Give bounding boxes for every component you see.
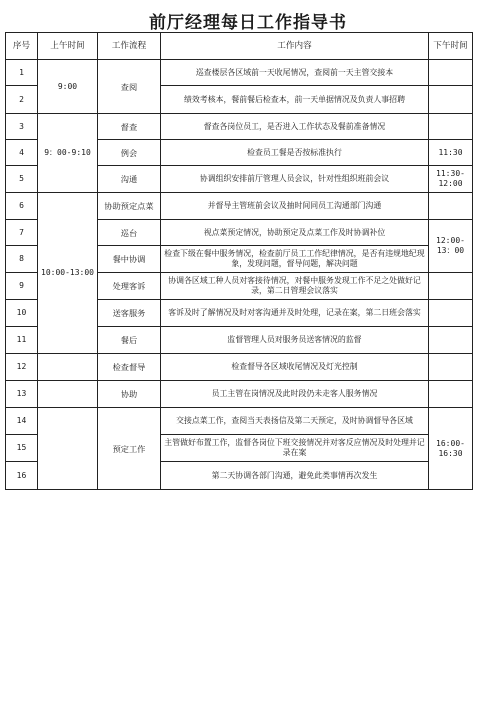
process-cell: 协助预定点菜 bbox=[98, 193, 161, 220]
row-no: 5 bbox=[6, 166, 38, 193]
content-cell: 员工主管在岗情况及此时段仍未走客人服务情况 bbox=[161, 381, 429, 408]
row-no: 15 bbox=[6, 435, 38, 462]
row-no: 8 bbox=[6, 246, 38, 273]
process-cell: 预定工作 bbox=[98, 408, 161, 490]
row-no: 10 bbox=[6, 300, 38, 327]
row-no: 12 bbox=[6, 354, 38, 381]
pm-time-cell: 11:30 bbox=[429, 140, 473, 166]
row-no: 9 bbox=[6, 273, 38, 300]
header-pm-time: 下午时间 bbox=[429, 33, 473, 60]
process-cell: 协助 bbox=[98, 381, 161, 408]
process-cell: 沟通 bbox=[98, 166, 161, 193]
process-cell: 例会 bbox=[98, 140, 161, 166]
content-cell: 监督管理人员对服务员送客情况的监督 bbox=[161, 327, 429, 354]
process-cell: 巡台 bbox=[98, 220, 161, 246]
am-time-cell bbox=[38, 381, 98, 408]
process-cell: 餐中协调 bbox=[98, 246, 161, 273]
header-row bbox=[6, 33, 473, 60]
pm-time-cell bbox=[429, 60, 473, 86]
process-cell: 检查督导 bbox=[98, 354, 161, 381]
row-no: 14 bbox=[6, 408, 38, 435]
row-no: 11 bbox=[6, 327, 38, 354]
pm-time-cell: 16:00-16:30 bbox=[429, 408, 473, 490]
row-no: 1 bbox=[6, 60, 38, 86]
content-cell: 协调各区域工种人员对客接待情况，对餐中服务发现工作不足之处做好记录，第二日管理会议落实 bbox=[161, 273, 429, 300]
pm-time-cell bbox=[429, 327, 473, 354]
process-cell: 查阅 bbox=[98, 60, 161, 114]
content-cell: 检查员工餐是否按标准执行 bbox=[161, 140, 429, 166]
table-row bbox=[6, 60, 473, 86]
row-no: 13 bbox=[6, 381, 38, 408]
content-cell: 绩效考核本，餐前餐后检查本，前一天单据情况及负责人事招聘 bbox=[161, 86, 429, 114]
process-cell: 送客服务 bbox=[98, 300, 161, 327]
table-row bbox=[6, 193, 473, 220]
am-time-cell: 9：00-9:10 bbox=[38, 114, 98, 193]
row-no: 16 bbox=[6, 462, 38, 490]
header-content: 工作内容 bbox=[161, 33, 429, 60]
content-cell: 督查各岗位员工，是否进入工作状态及餐前准备情况 bbox=[161, 114, 429, 140]
am-time-cell: 10:00-13:00 bbox=[38, 193, 98, 354]
content-cell: 巡查楼层各区域前一天收尾情况，查阅前一天主管交接本 bbox=[161, 60, 429, 86]
process-cell: 餐后 bbox=[98, 327, 161, 354]
pm-time-cell bbox=[429, 273, 473, 300]
row-no: 6 bbox=[6, 193, 38, 220]
table-row bbox=[6, 381, 473, 408]
content-cell: 并督导主管班前会议及抽时间同员工沟通部门沟通 bbox=[161, 193, 429, 220]
pm-time-cell: 12:00-13：00 bbox=[429, 220, 473, 273]
process-cell: 处理客诉 bbox=[98, 273, 161, 300]
row-no: 4 bbox=[6, 140, 38, 166]
pm-time-cell bbox=[429, 300, 473, 327]
pm-time-cell bbox=[429, 381, 473, 408]
work-guide-table bbox=[5, 32, 473, 490]
header-process: 工作流程 bbox=[98, 33, 161, 60]
content-cell: 协调组织安排前厅管理人员会议，针对性组织班前会议 bbox=[161, 166, 429, 193]
content-cell: 检查下级在餐中服务情况，检查前厅员工工作纪律情况，是否有违规地纪现象，发现问题，督导问题，解决问题 bbox=[161, 246, 429, 273]
document-title: 前厅经理每日工作指导书 bbox=[149, 13, 347, 33]
row-no: 3 bbox=[6, 114, 38, 140]
row-no: 2 bbox=[6, 86, 38, 114]
table-row bbox=[6, 354, 473, 381]
am-time-cell bbox=[38, 354, 98, 381]
table-row bbox=[6, 408, 473, 435]
content-cell: 交接点菜工作，查阅当天表扬信及第二天预定，及时协调督导各区域 bbox=[161, 408, 429, 435]
content-cell: 视点菜预定情况，协助预定及点菜工作及时协调补位 bbox=[161, 220, 429, 246]
header-am-time: 上午时间 bbox=[38, 33, 98, 60]
pm-time-cell bbox=[429, 86, 473, 114]
content-cell: 客诉及时了解情况及时对客沟通并及时处理，记录在案，第二日班会落实 bbox=[161, 300, 429, 327]
content-cell: 检查督导各区域收尾情况及灯光控制 bbox=[161, 354, 429, 381]
table-row bbox=[6, 114, 473, 140]
pm-time-cell: 11:30-12:00 bbox=[429, 166, 473, 193]
process-cell: 督查 bbox=[98, 114, 161, 140]
content-cell: 第二天协调各部门沟通，避免此类事情再次发生 bbox=[161, 462, 429, 490]
pm-time-cell bbox=[429, 354, 473, 381]
header-no: 序号 bbox=[6, 33, 38, 60]
content-cell: 主管做好布置工作，监督各岗位下班交接情况并对客反应情况及时处理并记录在案 bbox=[161, 435, 429, 462]
row-no: 7 bbox=[6, 220, 38, 246]
pm-time-cell bbox=[429, 193, 473, 220]
pm-time-cell bbox=[429, 114, 473, 140]
am-time-cell bbox=[38, 408, 98, 490]
am-time-cell: 9:00 bbox=[38, 60, 98, 114]
